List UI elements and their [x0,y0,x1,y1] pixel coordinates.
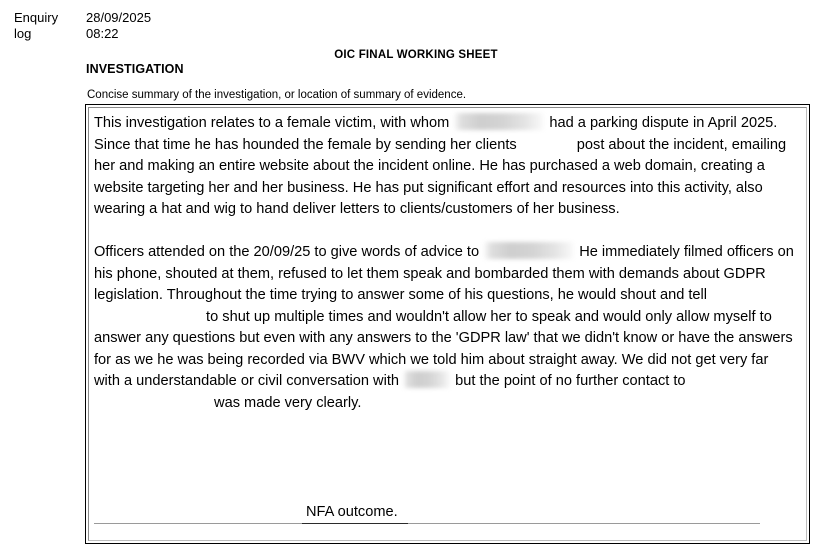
paragraph-1-segment-3: post about the incident, emailing her and making an entire website about the incident online. He has purchased a web domain, creating a website targeting her and her business. He has put significant effort and resources into this activity, also wearing a hat and wig to hand deliver letters to clients/customers of her business. [94,136,791,217]
investigation-summary-content [94,113,796,540]
enquiry-log-label-line1: Enquiry [14,10,59,25]
field-instruction-text: Concise summary of the investigation, or location of summary of evidence. [87,89,467,101]
redaction-box-4 [94,307,202,324]
outcome-text-underline [302,523,408,524]
redaction-box-3 [483,242,575,259]
investigation-summary-textbox-inner [88,107,807,541]
redaction-box-1 [453,113,545,130]
paragraph-2-segment-3: to shut up multiple times and wouldn't allow her to speak and would only allow myself to answer any questions but even with any answers to the 'GDPR law' that we didn't know or have the answers for as we he was being recorded via BWV which we told him about straight away. We did not get very far with a understandable or civil conversation with [94,308,797,389]
summary-paragraph-1 [94,113,796,221]
paragraph-1-segment-1: This investigation relates to a female victim, with whom [94,115,454,131]
enquiry-log-date: 28/09/2025 [86,10,152,25]
page-title: OIC FINAL WORKING SHEET [334,49,498,61]
enquiry-log-value [86,10,151,42]
paragraph-1-segment-2: had a parking dispute in April 2025. Since that time he has hounded the female by sending her clients [94,115,782,153]
paragraph-2-segment-1: Officers attended on the 20/09/25 to give words of advice to [94,244,484,260]
enquiry-log-label-line2: log [14,26,32,41]
paragraph-2-segment-4: but the point of no further contact to [451,373,690,389]
section-heading-investigation: INVESTIGATION [86,62,184,76]
outcome-text: NFA outcome. [306,504,398,520]
outcome-underline [94,523,760,524]
redaction-box-2 [521,135,573,152]
redaction-box-6 [94,393,210,410]
paragraph-2-segment-5: was made very clearly. [210,394,362,411]
enquiry-log-label [14,10,84,42]
outcome-row [94,500,794,524]
redaction-box-5 [403,371,451,388]
investigation-summary-textbox[interactable] [85,104,810,544]
enquiry-log-time: 08:22 [86,26,119,41]
summary-paragraph-2 [94,242,796,414]
paragraph-2-segment-2: He immediately filmed officers on his phone, shouted at them, refused to let them speak and bombarded them with demands about GDPR legislation. Throughout the time trying to answer some of his questions, he would shout and tell [94,244,798,303]
